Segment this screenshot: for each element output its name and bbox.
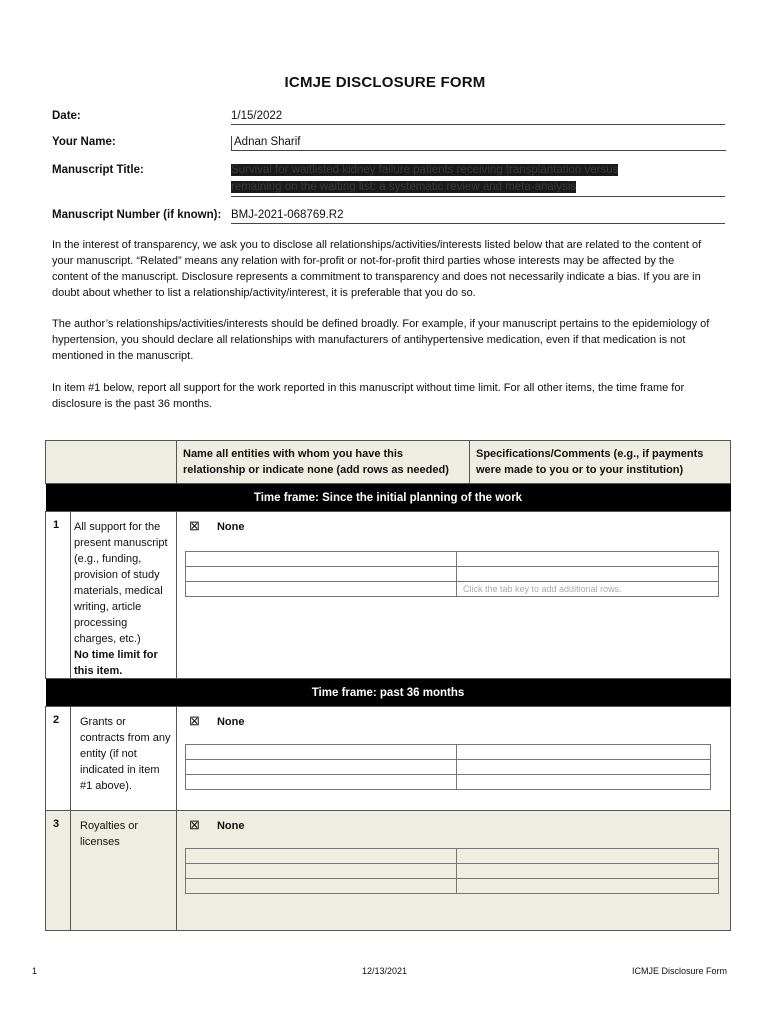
item2-entity-2[interactable] bbox=[186, 760, 457, 775]
item3-entity-3[interactable] bbox=[186, 879, 457, 894]
item3-entry-table bbox=[185, 848, 719, 894]
header-blank-cell bbox=[46, 441, 177, 484]
form-title: ICMJE DISCLOSURE FORM bbox=[284, 74, 486, 91]
date-field[interactable]: 1/15/2022 bbox=[231, 110, 725, 125]
intro-paragraph-2: The author’s relationships/activities/interests should be defined broadly. For example, if your manuscript pertains to the epidemiology of hypertension, you should declare all relationships with manufacturers of antihypertensive medication, even if that medication is not mentioned in the manuscript. bbox=[52, 318, 710, 362]
item1-none-option[interactable] bbox=[189, 518, 244, 534]
item3-checkbox-icon[interactable]: ⊠ bbox=[189, 817, 200, 832]
item1-content-cell bbox=[177, 512, 731, 679]
item1-entity-3[interactable] bbox=[186, 582, 457, 597]
intro-paragraph-1: In the interest of transparency, we ask you to disclose all relationships/activities/interests listed below that are related to the content of your manuscript. “Related” means any relation with for-profit or not-for-profit third parties whose interests may be affected by the content of the manuscript. Disclosure represents a commitment to transparency and does not necessarily indicate a bias. If you are in doubt about whether to list a relationship/activity/interest, it is preferable that you do so. bbox=[52, 239, 702, 299]
name-field[interactable]: Adnan Sharif bbox=[231, 136, 726, 151]
timeframe-row-2 bbox=[46, 679, 731, 707]
name-label: Your Name: bbox=[52, 136, 116, 148]
item1-checkbox-icon[interactable]: ⊠ bbox=[189, 518, 200, 533]
item3-spec-1[interactable] bbox=[457, 849, 719, 864]
item3-entity-1[interactable] bbox=[186, 849, 457, 864]
item1-tab-hint[interactable]: Click the tab key to add additional rows. bbox=[457, 582, 719, 597]
item2-label-cell bbox=[46, 707, 177, 811]
date-label: Date: bbox=[52, 110, 81, 122]
item3-number: 3 bbox=[53, 818, 60, 830]
manuscript-number-label: Manuscript Number (if known): bbox=[52, 209, 222, 221]
item1-label-cell bbox=[46, 512, 177, 679]
item3-entity-2[interactable] bbox=[186, 864, 457, 879]
item1-entry-table bbox=[185, 551, 719, 597]
manuscript-title-label: Manuscript Title: bbox=[52, 164, 144, 176]
item1-number: 1 bbox=[53, 519, 60, 531]
header-entities-cell bbox=[177, 441, 470, 484]
timeframe-1: Time frame: Since the initial planning of the work bbox=[46, 484, 731, 512]
item2-spec-1[interactable] bbox=[457, 745, 711, 760]
item1-spec-1[interactable] bbox=[457, 552, 719, 567]
item1-spec-2[interactable] bbox=[457, 567, 719, 582]
manuscript-number-field[interactable]: BMJ-2021-068769.R2 bbox=[231, 209, 725, 224]
header-entities-text: Name all entities with whom you have this relationship or indicate none (add rows as needed) bbox=[183, 448, 449, 476]
item2-entity-1[interactable] bbox=[186, 745, 457, 760]
item-row-2 bbox=[46, 707, 731, 811]
item1-entity-1[interactable] bbox=[186, 552, 457, 567]
item2-content-cell bbox=[177, 707, 731, 811]
item3-num-cell bbox=[46, 811, 71, 931]
footer-page-number: 1 bbox=[32, 966, 38, 976]
timeframe-row-1 bbox=[46, 484, 731, 512]
footer-form-name: ICMJE Disclosure Form bbox=[632, 966, 728, 976]
item1-none-label: None bbox=[216, 521, 245, 533]
item-row-3 bbox=[46, 811, 731, 931]
item2-none-label: None bbox=[216, 716, 245, 728]
item2-spec-3[interactable] bbox=[457, 775, 711, 790]
item2-entry-table bbox=[185, 744, 711, 790]
item2-entity-3[interactable] bbox=[186, 775, 457, 790]
timeframe-2: Time frame: past 36 months bbox=[46, 679, 731, 707]
item2-num-cell bbox=[46, 707, 71, 811]
item1-desc-wrap bbox=[74, 519, 172, 679]
header-specs-text: Specifications/Comments (e.g., if payments were made to you or to your institution) bbox=[476, 448, 704, 476]
item2-description: Grants or contracts from any entity (if not indicated in item #1 above). bbox=[80, 716, 171, 792]
item3-none-label: None bbox=[216, 820, 245, 832]
item2-spec-2[interactable] bbox=[457, 760, 711, 775]
item2-number: 2 bbox=[53, 714, 60, 726]
item3-spec-3[interactable] bbox=[457, 879, 719, 894]
item2-none-option[interactable] bbox=[189, 713, 244, 729]
item3-label-cell bbox=[46, 811, 177, 931]
item1-num-cell bbox=[46, 512, 71, 679]
manuscript-title-line2: remaining on the waiting list: a systematic review and meta-analysis bbox=[231, 181, 577, 193]
item3-none-option[interactable] bbox=[189, 817, 244, 833]
footer-date: 12/13/2021 bbox=[362, 966, 408, 976]
item3-description: Royalties or licenses bbox=[80, 820, 139, 848]
manuscript-title-line1: Survival for waitlisted kidney failure patients receiving transplantation versus bbox=[231, 164, 619, 176]
item2-checkbox-icon[interactable]: ⊠ bbox=[189, 713, 200, 728]
disclosure-table bbox=[45, 440, 731, 931]
manuscript-title-field[interactable] bbox=[231, 162, 725, 197]
header-specs-cell bbox=[470, 441, 731, 484]
table-header-row bbox=[46, 441, 731, 484]
item-row-1 bbox=[46, 512, 731, 679]
item3-spec-2[interactable] bbox=[457, 864, 719, 879]
item1-entity-2[interactable] bbox=[186, 567, 457, 582]
item1-description: All support for the present manuscript (e.g., funding, provision of study materials, medical writing, article processing charges, etc.) bbox=[74, 521, 168, 645]
item1-note: No time limit for this item. bbox=[74, 649, 158, 677]
intro-paragraph-3: In item #1 below, report all support for the work reported in this manuscript without time limit. For all other items, the time frame for disclosure is the past 36 months. bbox=[52, 382, 685, 410]
item3-content-cell bbox=[177, 811, 731, 931]
